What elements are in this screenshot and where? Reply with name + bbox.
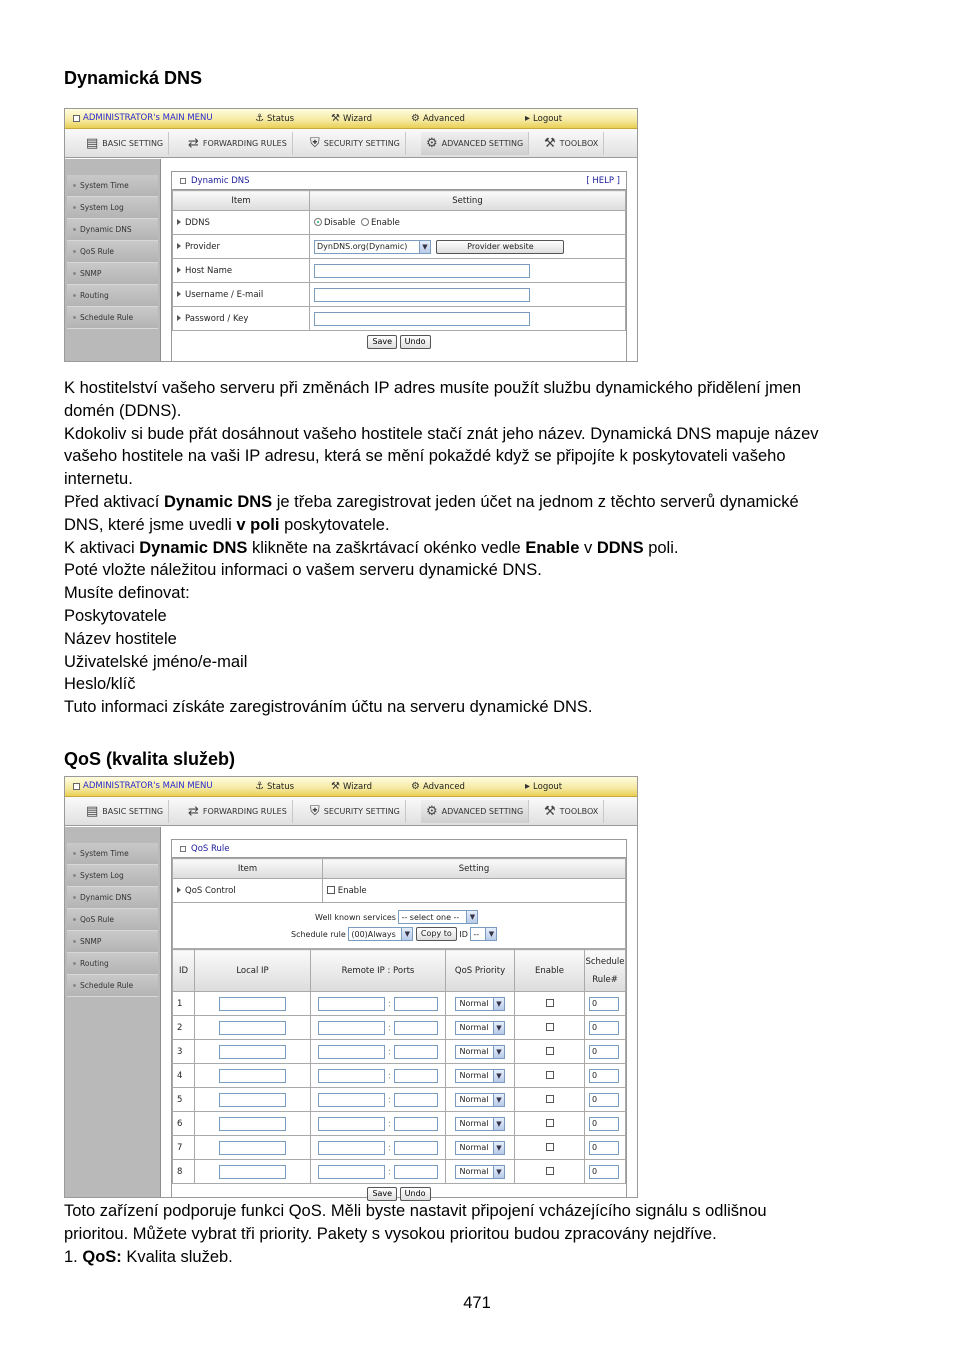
router-topbar xyxy=(65,109,637,129)
schedule-rule-input[interactable]: 0 xyxy=(589,1165,619,1179)
row-label-qos-control: QoS Control xyxy=(173,879,323,903)
wizard-link[interactable]: ⚒ Wizard xyxy=(331,113,372,124)
remote-port-input[interactable] xyxy=(394,1021,438,1035)
local-ip-input[interactable] xyxy=(219,1141,286,1155)
row-label-ddns: DDNS xyxy=(173,211,310,235)
advanced-icon: ⚙ xyxy=(411,113,420,124)
local-ip-input[interactable] xyxy=(219,1021,286,1035)
remote-port-input[interactable] xyxy=(394,1069,438,1083)
rule-enable-checkbox[interactable] xyxy=(546,1119,554,1127)
qos-remote-cell: : xyxy=(311,1016,446,1040)
qos-remote-cell: : xyxy=(311,1160,446,1184)
qos-panel-title: QoS Rule xyxy=(172,840,626,858)
qos-priority-cell xyxy=(446,1160,515,1184)
status-link[interactable]: ⚓ Status xyxy=(255,113,295,124)
col-schedule-rule: Schedule Rule# xyxy=(585,950,626,992)
router-sidebar xyxy=(65,827,161,1197)
ddns-radio-group: Disable Enable xyxy=(310,211,626,235)
advanced-link[interactable]: ⚙ Advanced xyxy=(411,781,465,792)
qos-table-row xyxy=(173,1136,626,1160)
qos-remote-cell: : xyxy=(311,1112,446,1136)
ddns-panel-title: Dynamic DNS [ HELP ] xyxy=(172,172,626,190)
col-enable: Enable xyxy=(515,950,585,992)
col-remote-ip: Remote IP : Ports xyxy=(311,950,446,992)
qos-enable-cell xyxy=(515,1064,585,1088)
remote-ip-input[interactable] xyxy=(318,997,385,1011)
qos-table-row xyxy=(173,1064,626,1088)
rule-enable-checkbox[interactable] xyxy=(546,1047,554,1055)
para-line-enable: K aktivaci Dynamic DNS klikněte na zaškrtávací okénko vedle Enable v DDNS poli. xyxy=(64,538,679,557)
col-qos-priority: QoS Priority xyxy=(446,950,515,992)
remote-port-input[interactable] xyxy=(394,1093,438,1107)
router-screenshot-qos xyxy=(64,776,638,1198)
square-icon xyxy=(73,783,80,790)
arrow-right-icon xyxy=(177,243,181,249)
toolbox-icon: ⚒ xyxy=(544,804,556,819)
undo-button[interactable]: Undo xyxy=(400,1187,431,1201)
router-sidebar xyxy=(65,159,161,361)
bullet-icon xyxy=(73,962,76,965)
advanced-setting-icon: ⚙ xyxy=(426,804,438,819)
bullet-icon xyxy=(73,984,76,987)
page-number: 471 xyxy=(463,1294,491,1312)
sidebar-item-routing[interactable]: Routing xyxy=(67,285,158,307)
qos-rules-table xyxy=(172,949,626,1184)
tab-toolbox[interactable]: ⚒ TOOLBOX xyxy=(539,132,604,155)
sidebar-item-dynamic-dns[interactable]: Dynamic DNS xyxy=(67,887,158,909)
qos-enable-cell xyxy=(515,1160,585,1184)
advanced-icon: ⚙ xyxy=(411,781,420,792)
sidebar-item-snmp[interactable]: SNMP xyxy=(67,931,158,953)
arrow-right-icon xyxy=(177,315,181,321)
remote-port-input[interactable] xyxy=(394,997,438,1011)
qos-enable-cell xyxy=(515,1016,585,1040)
local-ip-input[interactable] xyxy=(219,1045,286,1059)
qos-enable-cell xyxy=(515,992,585,1016)
status-icon: ⚓ xyxy=(255,113,264,124)
advanced-setting-icon: ⚙ xyxy=(426,136,438,151)
row-label-password: Password / Key xyxy=(173,307,310,331)
remote-port-input[interactable] xyxy=(394,1141,438,1155)
save-button[interactable]: Save xyxy=(367,1187,397,1201)
qos-local-ip-cell xyxy=(195,1160,311,1184)
qos-priority-cell xyxy=(446,992,515,1016)
qos-enable-cell xyxy=(515,1088,585,1112)
ddns-button-row xyxy=(172,331,626,353)
para-line-activation: Před aktivací Dynamic DNS je třeba zaregistrovat jeden účet na jednom z těchto serverů dynamické xyxy=(64,492,799,511)
qos-priority-cell xyxy=(446,1016,515,1040)
enable-radio[interactable] xyxy=(361,218,369,226)
chevron-down-icon: ▼ xyxy=(485,928,496,940)
logout-icon: ▸ xyxy=(525,781,531,792)
schedule-rule-input[interactable]: 0 xyxy=(589,1069,619,1083)
qos-table-row xyxy=(173,1040,626,1064)
remote-port-input[interactable] xyxy=(394,1117,438,1131)
qos-priority-cell xyxy=(446,1136,515,1160)
qos-remote-cell: : xyxy=(311,1064,446,1088)
col-id: ID xyxy=(173,950,195,992)
para-line-providers: DNS, které jsme uvedli v poli poskytovatele. xyxy=(64,515,390,534)
chevron-down-icon: ▼ xyxy=(466,911,477,923)
qos-enable-cell xyxy=(515,1136,585,1160)
qos-row-id: 5 xyxy=(173,1088,195,1112)
sidebar-item-schedule-rule[interactable]: Schedule Rule xyxy=(67,975,158,997)
router-navbar xyxy=(65,797,637,826)
forwarding-icon: ⇄ xyxy=(188,804,199,819)
username-input[interactable] xyxy=(314,288,530,302)
qos-local-ip-cell xyxy=(195,1064,311,1088)
help-link[interactable]: [ HELP ] xyxy=(586,176,620,186)
remote-ip-input[interactable] xyxy=(318,1021,385,1035)
col-local-ip: Local IP xyxy=(195,950,311,992)
sidebar-item-system-time[interactable]: System Time xyxy=(67,175,158,197)
qos-remote-cell: : xyxy=(311,1136,446,1160)
schedule-rule-input[interactable]: 0 xyxy=(589,1045,619,1059)
qos-priority-cell xyxy=(446,1040,515,1064)
well-known-services-select[interactable]: -- select one -- ▼ xyxy=(398,910,478,924)
qos-row-id: 4 xyxy=(173,1064,195,1088)
bullet-icon xyxy=(73,272,76,275)
arrow-right-icon xyxy=(177,267,181,273)
undo-button[interactable]: Undo xyxy=(400,335,431,349)
forwarding-icon: ⇄ xyxy=(188,136,199,151)
qos-row-id: 2 xyxy=(173,1016,195,1040)
provider-select[interactable]: DynDNS.org(Dynamic) ▼ xyxy=(314,240,431,254)
qos-enable-cell xyxy=(515,1040,585,1064)
qos-schedule-cell xyxy=(585,1016,626,1040)
qos-schedule-cell xyxy=(585,1112,626,1136)
tab-forwarding-rules[interactable]: ⇄ FORWARDING RULES xyxy=(183,800,293,823)
sidebar-item-system-log[interactable]: System Log xyxy=(67,865,158,887)
bullet-icon xyxy=(73,228,76,231)
qos-schedule-cell xyxy=(585,992,626,1016)
qos-row-id: 1 xyxy=(173,992,195,1016)
tab-advanced-setting[interactable]: ⚙ ADVANCED SETTING xyxy=(421,800,529,823)
schedule-rule-input[interactable]: 0 xyxy=(589,997,619,1011)
rule-enable-checkbox[interactable] xyxy=(546,1071,554,1079)
qos-table-row xyxy=(173,1088,626,1112)
save-button[interactable]: Save xyxy=(367,335,397,349)
tab-security-setting[interactable]: ⛨ SECURITY SETTING xyxy=(305,800,406,823)
bullet-icon xyxy=(73,250,76,253)
qos-table-row xyxy=(173,1112,626,1136)
chevron-down-icon: ▼ xyxy=(493,998,504,1010)
wizard-icon: ⚒ xyxy=(331,113,340,124)
rule-enable-checkbox[interactable] xyxy=(546,999,554,1007)
chevron-down-icon: ▼ xyxy=(493,1094,504,1106)
qos-priority-select[interactable]: Normal ▼ xyxy=(455,997,505,1011)
col-item: Item xyxy=(173,859,323,879)
qos-content xyxy=(171,839,627,1197)
bullet-icon xyxy=(73,184,76,187)
qos-local-ip-cell xyxy=(195,1040,311,1064)
bullet-icon xyxy=(73,206,76,209)
qos-service-area: Well known services -- select one -- ▼ Schedule rule (00)Always ▼ Copy to ID -- ▼ xyxy=(173,903,626,949)
qos-schedule-cell xyxy=(585,1088,626,1112)
qos-priority-select[interactable]: Normal ▼ xyxy=(455,1141,505,1155)
remote-port-input[interactable] xyxy=(394,1045,438,1059)
qos-schedule-cell xyxy=(585,1064,626,1088)
arrow-right-icon xyxy=(177,291,181,297)
remote-ip-input[interactable] xyxy=(318,1045,385,1059)
tab-basic-setting[interactable]: ▤ BASIC SETTING xyxy=(81,132,169,155)
qos-row-id: 7 xyxy=(173,1136,195,1160)
security-icon: ⛨ xyxy=(310,136,320,151)
section-heading-ddns: Dynamická DNS xyxy=(64,68,203,88)
rule-enable-checkbox[interactable] xyxy=(546,1095,554,1103)
tab-security-setting[interactable]: ⛨ SECURITY SETTING xyxy=(305,132,406,155)
arrow-right-icon xyxy=(177,219,181,225)
square-icon xyxy=(180,178,186,184)
qos-priority-cell xyxy=(446,1064,515,1088)
router-screenshot-ddns xyxy=(64,108,638,362)
qos-rows xyxy=(173,992,626,1184)
rule-enable-checkbox[interactable] xyxy=(546,1167,554,1175)
schedule-rule-select[interactable]: (00)Always ▼ xyxy=(348,927,413,941)
sidebar-item-system-time[interactable]: System Time xyxy=(67,843,158,865)
qos-priority-select[interactable]: Normal ▼ xyxy=(455,1117,505,1131)
basic-setting-icon: ▤ xyxy=(86,136,99,151)
tab-basic-setting[interactable]: ▤ BASIC SETTING xyxy=(81,800,169,823)
qos-priority-cell xyxy=(446,1088,515,1112)
schedule-rule-input[interactable]: 0 xyxy=(589,1021,619,1035)
qos-description: Toto zařízení podporuje funkci QoS. Měli byste nastavit připojení vcházejícího signálu s odlišnou prioritou. Můžete vybrat tři priority. Pakety s vysokou prioritou budou zpracovány nejdříve. 1. QoS: Kvalita služeb. xyxy=(64,1200,904,1268)
toolbox-icon: ⚒ xyxy=(544,136,556,151)
qos-table-row xyxy=(173,1160,626,1184)
copy-to-button[interactable]: Copy to xyxy=(416,927,457,941)
sidebar-item-qos-rule[interactable]: QoS Rule xyxy=(67,909,158,931)
status-icon: ⚓ xyxy=(255,781,264,792)
chevron-down-icon: ▼ xyxy=(401,928,412,940)
qos-table-row xyxy=(173,992,626,1016)
sidebar-item-dynamic-dns[interactable]: Dynamic DNS xyxy=(67,219,158,241)
chevron-down-icon: ▼ xyxy=(493,1022,504,1034)
schedule-rule-input[interactable]: 0 xyxy=(589,1093,619,1107)
qos-schedule-cell xyxy=(585,1136,626,1160)
qos-schedule-cell xyxy=(585,1040,626,1064)
disable-radio[interactable] xyxy=(314,218,322,226)
qos-local-ip-cell xyxy=(195,1136,311,1160)
qos-table-row xyxy=(173,1016,626,1040)
qos-definition: 1. QoS: Kvalita služeb. xyxy=(64,1247,233,1266)
wizard-icon: ⚒ xyxy=(331,781,340,792)
row-label-hostname: Host Name xyxy=(173,259,310,283)
provider-website-button[interactable]: Provider website xyxy=(436,240,564,254)
qos-priority-select[interactable]: Normal ▼ xyxy=(455,1045,505,1059)
admin-menu-link[interactable]: ADMINISTRATOR's MAIN MENU xyxy=(73,113,213,123)
tab-toolbox[interactable]: ⚒ TOOLBOX xyxy=(539,800,604,823)
bullet-icon xyxy=(73,316,76,319)
sidebar-item-snmp[interactable]: SNMP xyxy=(67,263,158,285)
qos-local-ip-cell xyxy=(195,1088,311,1112)
remote-ip-input[interactable] xyxy=(318,1069,385,1083)
qos-priority-select[interactable]: Normal ▼ xyxy=(455,1093,505,1107)
qos-priority-select[interactable]: Normal ▼ xyxy=(455,1021,505,1035)
rule-enable-checkbox[interactable] xyxy=(546,1143,554,1151)
qos-remote-cell: : xyxy=(311,992,446,1016)
local-ip-input[interactable] xyxy=(219,1117,286,1131)
qos-row-id: 3 xyxy=(173,1040,195,1064)
chevron-down-icon: ▼ xyxy=(419,241,430,253)
basic-setting-icon: ▤ xyxy=(86,804,99,819)
qos-enable-cell xyxy=(515,1112,585,1136)
chevron-down-icon: ▼ xyxy=(493,1118,504,1130)
qos-local-ip-cell xyxy=(195,992,311,1016)
router-topbar xyxy=(65,777,637,797)
bullet-icon xyxy=(73,852,76,855)
logout-link[interactable]: ▸ Logout xyxy=(525,781,563,792)
qos-priority-cell xyxy=(446,1112,515,1136)
bullet-icon xyxy=(73,940,76,943)
row-label-username: Username / E-mail xyxy=(173,283,310,307)
square-icon xyxy=(180,846,186,852)
section-heading-qos: QoS (kvalita služeb) xyxy=(64,749,236,769)
qos-header-table xyxy=(172,858,626,949)
qos-local-ip-cell xyxy=(195,1016,311,1040)
remote-ip-input[interactable] xyxy=(318,1117,385,1131)
router-navbar xyxy=(65,129,637,158)
col-setting: Setting xyxy=(310,191,626,211)
bullet-icon xyxy=(73,874,76,877)
qos-remote-cell: : xyxy=(311,1088,446,1112)
logout-icon: ▸ xyxy=(525,113,531,124)
ddns-description: K hostitelství vašeho serveru při změnách IP adres musíte použít službu dynamického přidělení jmen domén (DDNS). Kdokoliv si bude přát dosáhnout vašeho hostitele stačí znát jeho název. Dynamická DNS mapuje název vašeho hostitele na vaši IP adresu, která se mění pokaždé když se připojíte k poskytovateli vašeho internetu. Před aktivací Dynamic DNS je třeba zaregistrovat jeden účet na jednom z těchto serverů dynamické DNS, které jsme uvedli v poli poskytovatele. K aktivaci Dynamic DNS klikněte na zaškrtávací okénko vedle Enable v DDNS poli. Poté vložte náležitou informaci o vašem serveru dynamické DNS. Musíte definovat: Poskytovatele Název hostitele Uživatelské jméno/e-mail Heslo/klíč Tuto informaci získáte zaregistrováním účtu na serveru dynamické DNS. xyxy=(64,377,904,719)
ddns-table xyxy=(172,190,626,331)
qos-enable-checkbox[interactable] xyxy=(327,886,335,894)
local-ip-input[interactable] xyxy=(219,1093,286,1107)
arrow-right-icon xyxy=(177,887,181,893)
qos-schedule-cell xyxy=(585,1160,626,1184)
rule-enable-checkbox[interactable] xyxy=(546,1023,554,1031)
remote-ip-input[interactable] xyxy=(318,1093,385,1107)
chevron-down-icon: ▼ xyxy=(493,1166,504,1178)
col-item: Item xyxy=(173,191,310,211)
qos-priority-select[interactable]: Normal ▼ xyxy=(455,1165,505,1179)
advanced-link[interactable]: ⚙ Advanced xyxy=(411,113,465,124)
schedule-rule-input[interactable]: 0 xyxy=(589,1117,619,1131)
row-label-provider: Provider xyxy=(173,235,310,259)
sidebar-item-routing[interactable]: Routing xyxy=(67,953,158,975)
chevron-down-icon: ▼ xyxy=(493,1046,504,1058)
admin-menu-link[interactable]: ADMINISTRATOR's MAIN MENU xyxy=(73,781,213,791)
qos-row-id: 8 xyxy=(173,1160,195,1184)
bullet-icon xyxy=(73,294,76,297)
hostname-input[interactable] xyxy=(314,264,530,278)
sidebar-item-system-log[interactable]: System Log xyxy=(67,197,158,219)
qos-control-setting: Enable xyxy=(323,879,626,903)
security-icon: ⛨ xyxy=(310,804,320,819)
sidebar-item-schedule-rule[interactable]: Schedule Rule xyxy=(67,307,158,329)
id-select[interactable]: -- ▼ xyxy=(470,927,497,941)
qos-row-id: 6 xyxy=(173,1112,195,1136)
qos-local-ip-cell xyxy=(195,1112,311,1136)
wizard-link[interactable]: ⚒ Wizard xyxy=(331,781,372,792)
tab-forwarding-rules[interactable]: ⇄ FORWARDING RULES xyxy=(183,132,293,155)
local-ip-input[interactable] xyxy=(219,1165,286,1179)
local-ip-input[interactable] xyxy=(219,997,286,1011)
chevron-down-icon: ▼ xyxy=(493,1070,504,1082)
remote-ip-input[interactable] xyxy=(318,1165,385,1179)
remote-ip-input[interactable] xyxy=(318,1141,385,1155)
tab-advanced-setting[interactable]: ⚙ ADVANCED SETTING xyxy=(421,132,529,155)
schedule-rule-input[interactable]: 0 xyxy=(589,1141,619,1155)
logout-link[interactable]: ▸ Logout xyxy=(525,113,563,124)
square-icon xyxy=(73,115,80,122)
chevron-down-icon: ▼ xyxy=(493,1142,504,1154)
local-ip-input[interactable] xyxy=(219,1069,286,1083)
qos-priority-select[interactable]: Normal ▼ xyxy=(455,1069,505,1083)
password-input[interactable] xyxy=(314,312,530,326)
col-setting: Setting xyxy=(323,859,626,879)
ddns-content xyxy=(171,171,627,361)
status-link[interactable]: ⚓ Status xyxy=(255,781,295,792)
bullet-icon xyxy=(73,896,76,899)
remote-port-input[interactable] xyxy=(394,1165,438,1179)
qos-remote-cell: : xyxy=(311,1040,446,1064)
sidebar-item-qos-rule[interactable]: QoS Rule xyxy=(67,241,158,263)
bullet-icon xyxy=(73,918,76,921)
